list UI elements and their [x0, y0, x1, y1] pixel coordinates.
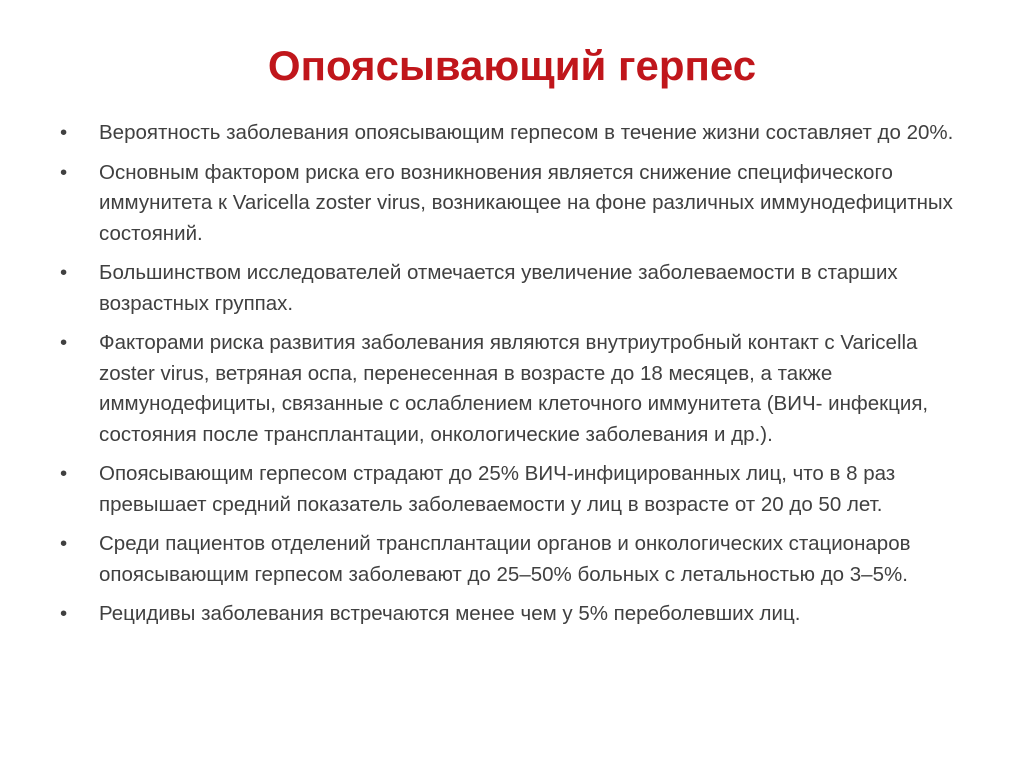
bullet-item [60, 599, 960, 630]
bullet-icon: • [60, 532, 68, 555]
bullet-text: Вероятность заболевания опоясывающим герпесом в течение жизни составляет до 20%. [99, 121, 954, 144]
bullet-icon: • [60, 602, 68, 625]
bullet-item [60, 529, 960, 590]
bullet-icon: • [60, 261, 68, 284]
bullet-item [60, 258, 960, 319]
bullet-text: Основным фактором риска его возникновения является снижение специфического иммунитета к Varicella zoster virus, возникающее на фоне различных иммунодефицитных состояний. [99, 160, 953, 245]
bullet-list [60, 118, 960, 639]
bullet-text: Опоясывающим герпесом страдают до 25% ВИЧ-инфицированных лиц, что в 8 раз превышает средний показатель заболеваемости у лиц в возрасте от 20 до 50 лет. [99, 462, 896, 516]
bullet-item [60, 328, 960, 450]
bullet-icon: • [60, 462, 68, 485]
bullet-icon: • [60, 160, 68, 184]
bullet-icon: • [60, 121, 68, 144]
slide-title: Опоясывающий герпес [267, 42, 757, 89]
bullet-item [60, 158, 960, 250]
bullet-item [60, 459, 960, 520]
bullet-text: Большинством исследователей отмечается увеличение заболеваемости в старших возрастных группах. [99, 261, 898, 315]
bullet-icon: • [60, 331, 68, 354]
bullet-text: Среди пациентов отделений трансплантации органов и онкологических стационаров опоясывающим герпесом заболевают до 25–50% больных с летальностью до 3–5%. [99, 532, 911, 586]
bullet-item [60, 118, 960, 149]
bullet-text: Факторами риска развития заболевания являются внутриутробный контакт с Varicella zoster virus, ветряная оспа, перенесенная в возрасте до 18 месяцев, а также иммунодефициты, связанные с ослаблением клеточного иммунитета (ВИЧ- инфекция, состояния после трансплантации, онкологические заболевания и др.). [99, 331, 929, 446]
bullet-text: Рецидивы заболевания встречаются менее чем у 5% переболевших лиц. [99, 602, 801, 625]
